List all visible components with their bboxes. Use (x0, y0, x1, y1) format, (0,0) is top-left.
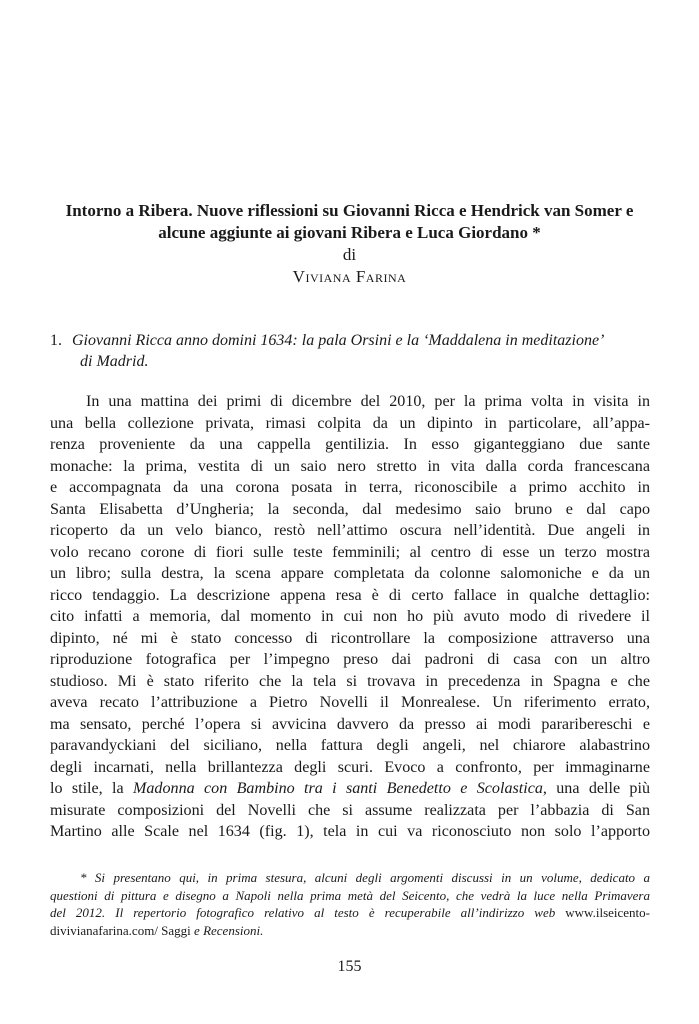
body-line: un libro; sulla destra, la scena appare completata da colonne salomoniche e da un (50, 565, 650, 582)
section-heading (50, 330, 650, 372)
body-text (50, 391, 650, 843)
footnote-url-part: www.ilseicento- (565, 905, 650, 920)
footnote-segment: e Recensioni. (194, 922, 264, 938)
body-text-segment: , una delle più (542, 780, 650, 797)
footnote-segment: del 2012. Il repertorio fotografico relativo al testo è recuperabile all’indirizzo web (50, 905, 566, 920)
footnote-line (50, 904, 650, 922)
body-line: ricco tendaggio. La descrizione appena resa è di certo fallace in qualche dettaglio: (50, 586, 650, 604)
body-line: misurate composizioni del Novelli che si assume realizzata per l’abbazia di San (50, 801, 650, 819)
body-line: una bella collezione privata, rimasi colpita da un dipinto in particolare, all’appa- (50, 414, 650, 432)
body-text-segment: lo stile, la (50, 780, 133, 797)
body-line: ricoperto da un velo bianco, restò nell’attimo oscura nell’identità. Due angeli in (50, 522, 650, 539)
body-line: cito infatti a memoria, dal momento in cui non ho più avuto modo di rivedere il (50, 608, 650, 625)
body-line: riproduzione fotografica per l’impegno preso dai padroni di casa con un altro (50, 651, 650, 668)
body-line: Martino alle Scale nel 1634 (fig. 1), tela in cui va riconosciuto non solo l’apporto (50, 823, 650, 840)
body-line (50, 778, 650, 800)
body-line: In una mattina dei primi di dicembre del 2010, per la prima volta in visita in (86, 393, 650, 410)
title-line-2: alcune aggiunte ai giovani Ribera e Luca Giordano * (158, 223, 541, 242)
article-title (30, 200, 669, 288)
page-number: 155 (337, 958, 362, 975)
body-line: ma sensato, perché l’opera si avvicina davvero da presso ai modi pararibereschi e (50, 715, 650, 733)
byline-di: di (342, 245, 357, 264)
footnote (50, 869, 650, 939)
footnote-line: questioni di pittura e disegno a Napoli nella prima metà del Seicento, che vedrà la luce nella Primavera (50, 887, 650, 903)
title-line-1: Intorno a Ribera. Nuove riflessioni su Giovanni Ricca e Hendrick van Somer e (65, 201, 634, 220)
body-line: degli incarnati, nella brillantezza degli scuri. Evoco a confronto, per immaginarne (50, 758, 650, 776)
body-line: dipinto, né mi è stato concesso di ricontrollare la composizione attraverso una (50, 629, 650, 647)
footnote-line: * Si presentano qui, in prima stesura, alcuni degli argomenti discussi in un volume, dedicato a (80, 870, 650, 885)
body-line: Santa Elisabetta d’Ungheria; la seconda, dal medesimo saio bruno e dal capo (50, 500, 650, 518)
section-title-line-2: di Madrid. (80, 353, 149, 370)
body-line: renza proveniente da una cappella gentilizia. In esso giganteggiano due sante (50, 436, 650, 453)
body-line: e accompagnata da una corona posata in terra, riconoscibile a primo acchito in (50, 479, 650, 496)
body-line: volo recano corone di fiori sulle teste femminili; al centro di esse un terzo mostra (50, 543, 650, 561)
body-line: monache: la prima, vestita di un saio nero stretto in vita dalla corda francescana (50, 457, 650, 475)
body-line: paravandyckiani del siciliano, nella fattura degli angeli, nel chiarore alabastrino (50, 737, 650, 754)
footnote-line (50, 922, 650, 940)
body-line: aveva recato l’attribuzione a Pietro Novelli il Monrealese. Un riferimento errato, (50, 694, 650, 711)
artwork-title: Madonna con Bambino tra i santi Benedetto e Scolastica (132, 780, 543, 797)
section-title-line-1: Giovanni Ricca anno domini 1634: la pala Orsini e la ‘Maddalena in meditazione’ (72, 332, 605, 349)
author-name: Viviana Farina (292, 267, 407, 286)
footnote-url-part: divivianafarina.com/ Saggi (50, 922, 195, 938)
section-number: 1. (50, 332, 62, 349)
body-line: studioso. Mi è stato riferito che la tela si trovava in precedenza in Spagna e che (50, 672, 650, 690)
